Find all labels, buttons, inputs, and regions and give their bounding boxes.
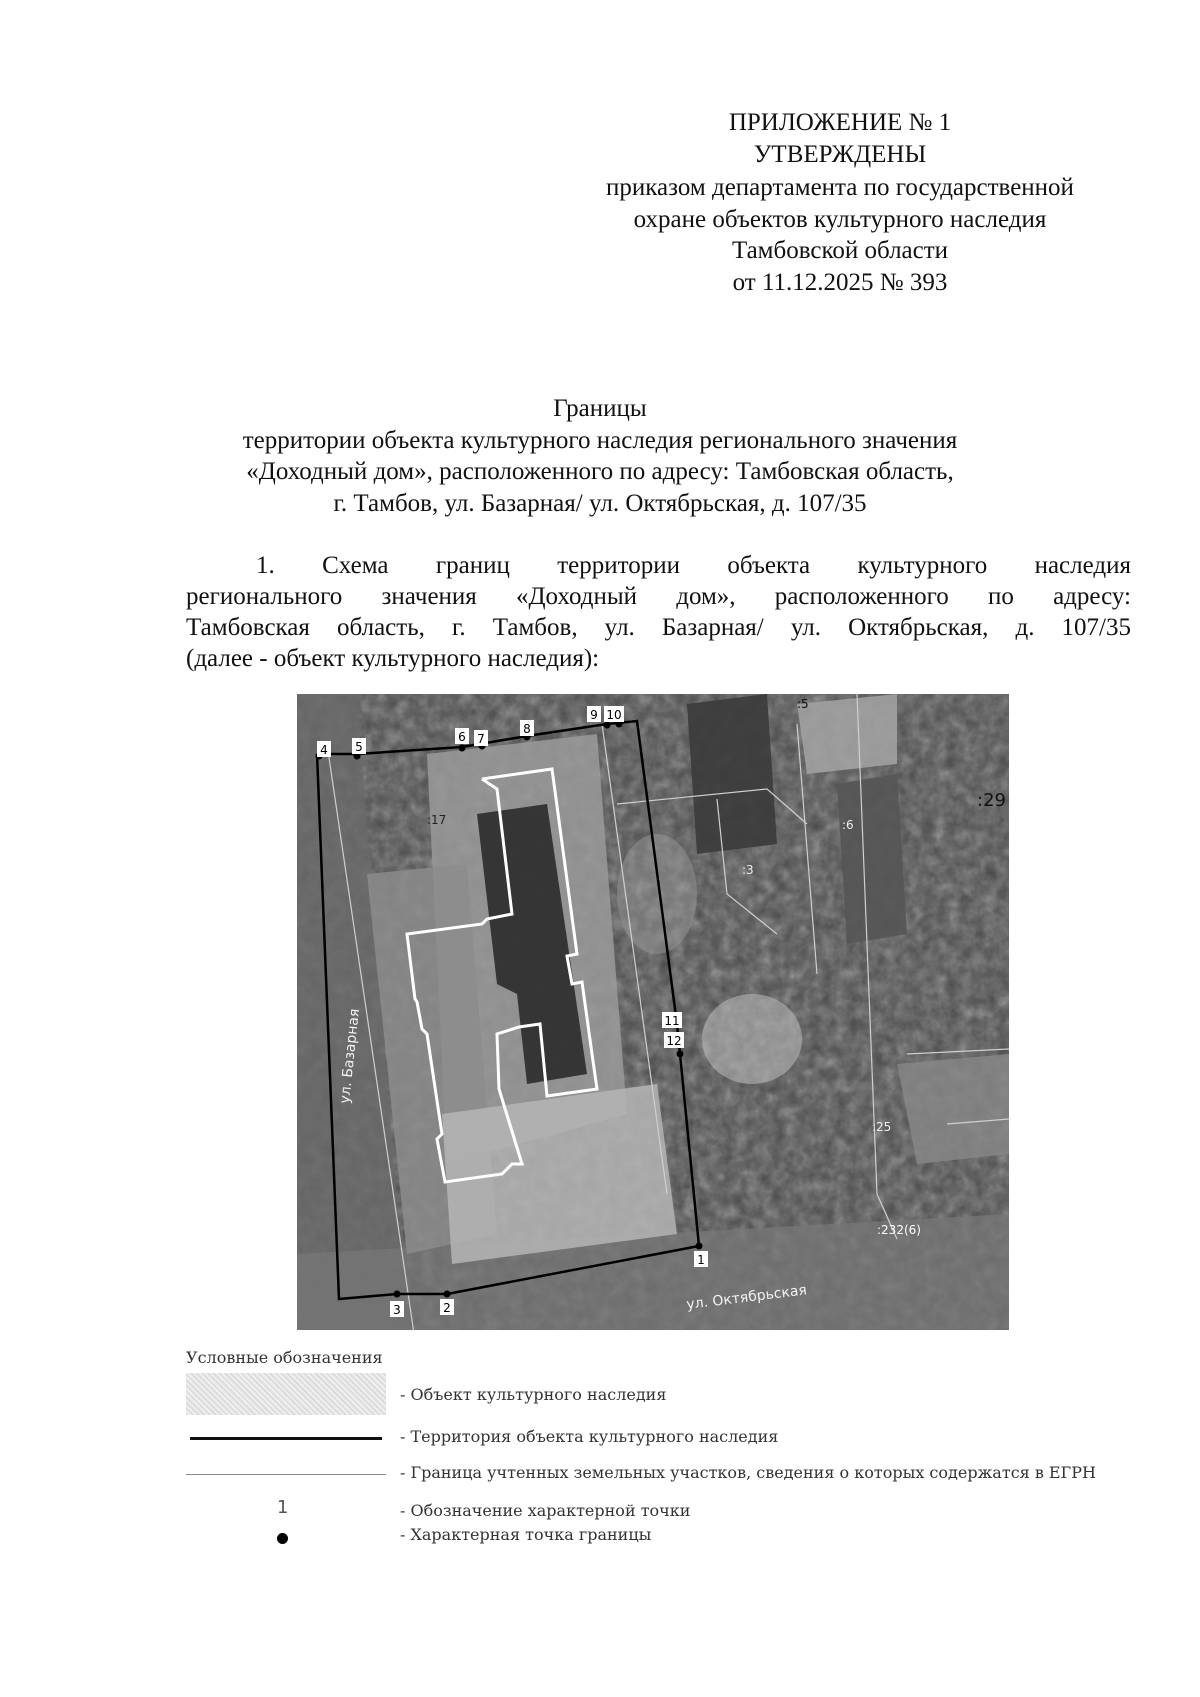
legend-item-territory: - Территория объекта культурного наследия [400,1427,779,1446]
point-label-1 [694,1251,708,1267]
boundary-point-12 [677,1051,684,1058]
legend-point-dot-icon [277,1533,288,1544]
building-right-light [797,694,897,774]
building-roof-south [442,1084,677,1264]
boundary-point-1 [696,1243,703,1250]
svg-text:5: 5 [355,740,363,754]
point-label-3 [390,1301,404,1317]
parcel-label-5: :5 [797,697,809,711]
title-heading: Границы [553,395,647,422]
building-right-mid [837,774,907,944]
svg-text:4: 4 [320,743,328,757]
paragraph-line-3: Тамбовская область, г. Тамбов, ул. Базарная/ ул. Октябрьская, д. 107/35 [186,614,1131,641]
boundary-point-6 [459,745,466,752]
legend-swatch-heritage-object [186,1373,386,1415]
building-right-top [687,694,777,854]
svg-text:3: 3 [393,1303,401,1317]
boundary-point-3 [394,1291,401,1298]
paragraph-line-1: 1. Схема границ территории объекта культурного наследия [256,552,1131,579]
point-label-4 [317,741,331,757]
scheme-paragraph [186,550,1131,674]
legend-item-parcel-boundary: - Граница учтенных земельных участков, сведения о которых содержатся в ЕГРН [400,1463,1096,1482]
point-label-6 [455,728,469,744]
point-label-8 [520,720,534,736]
svg-text:10: 10 [606,708,622,722]
svg-text:12: 12 [666,1034,682,1048]
approved-label: УТВЕРЖДЕНЫ [753,141,927,168]
order-line-2: охране объектов культурного наследия [633,206,1047,233]
parcel-label-17: :17 [427,813,447,827]
street-label-bazarnaya: ул. Базарная [337,1007,363,1105]
point-label-10 [604,706,624,722]
parcel-label-232: :232(6) [877,1223,921,1237]
point-label-11 [662,1012,682,1028]
point-label-2 [440,1299,454,1315]
legend-title: Условные обозначения [186,1348,383,1367]
tree-crown-2 [617,834,697,954]
appendix-number: ПРИЛОЖЕНИЕ № 1 [728,109,952,136]
building-right-bottom [897,1054,1009,1164]
boundary-point-9 [604,722,611,729]
point-label-9 [587,706,601,722]
legend-item-point-label: - Обозначение характерной точки [400,1501,691,1520]
title-line-3: «Доходный дом», расположенного по адресу: Тамбовская область, [246,458,954,485]
paragraph-line-4: (далее - объект культурного наследия): [186,645,600,672]
svg-text:2: 2 [443,1301,451,1315]
point-label-7 [474,730,488,746]
legend-swatch-territory [190,1437,382,1440]
boundary-scheme-map [297,694,1009,1330]
parcel-label-29: :29 [977,790,1006,811]
svg-text:1: 1 [697,1253,705,1267]
point-label-12 [664,1032,684,1048]
legend-item-boundary-point: - Характерная точка границы [400,1525,652,1544]
boundary-point-2 [444,1291,451,1298]
svg-text:8: 8 [523,722,531,736]
order-line-3: Тамбовской области [731,237,949,264]
point-label-5 [352,738,366,754]
parcel-label-6: :6 [842,818,854,832]
legend-item-heritage-object: - Объект культурного наследия [400,1385,667,1404]
parcel-label-25: :25 [872,1120,892,1134]
legend-swatch-parcel-boundary [186,1474,386,1475]
title-line-4: г. Тамбов, ул. Базарная/ ул. Октябрьская, д. 107/35 [333,490,867,517]
svg-text:9: 9 [590,708,598,722]
legend-point-sample: 1 [277,1497,289,1518]
order-line-1: приказом департамента по государственной [606,174,1074,201]
order-date: от 11.12.2025 № 393 [732,269,948,296]
parcel-label-3: :3 [742,863,754,877]
title-line-2: территории объекта культурного наследия регионального значения [242,427,958,454]
tree-crown [702,994,802,1084]
svg-text:6: 6 [458,730,466,744]
paragraph-line-2: регионального значения «Доходный дом», расположенного по адресу: [186,583,1131,610]
map-svg [297,694,1009,1330]
street-label-oktyabrskaya: ул. Октябрьская [685,1282,808,1313]
svg-text:11: 11 [664,1014,680,1028]
svg-text:7: 7 [477,732,485,746]
